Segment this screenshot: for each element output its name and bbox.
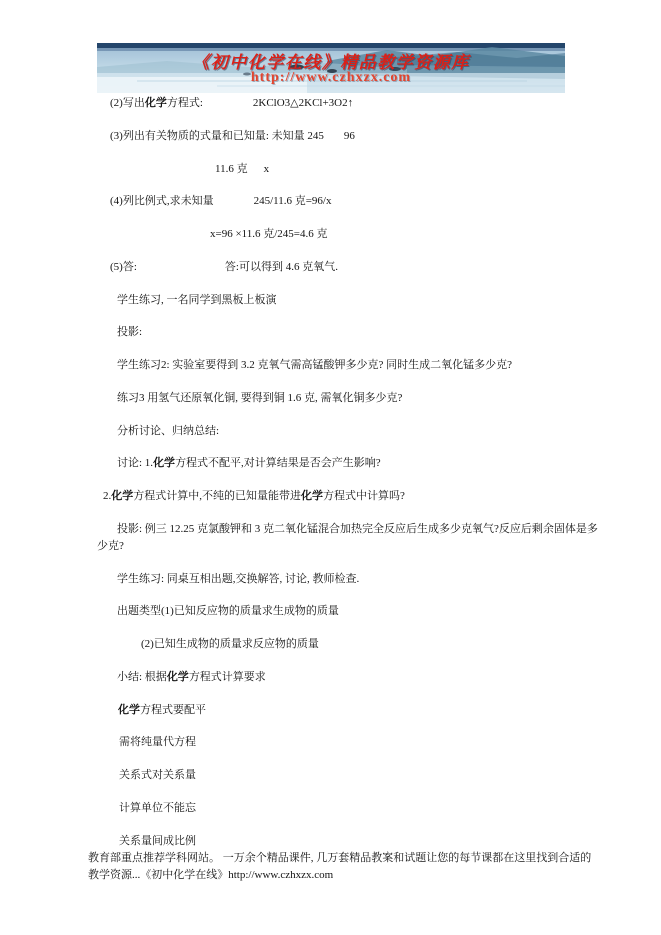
- text-segment: 96: [343, 129, 355, 142]
- rhyme1-line: [0, 702, 661, 719]
- text-segment: 教学资源...《初中化学在线》: [88, 868, 229, 881]
- text-segment: 分析讨论、归纳总结:: [117, 424, 220, 437]
- discussion2-line: [0, 488, 661, 505]
- text-segment: 计算单位不能忘: [119, 801, 196, 814]
- footer-url-link[interactable]: http://www.czhxzx.com: [228, 868, 334, 881]
- text-segment: 教育部重点推荐学科网站。 一万余个精品课件, 几万套精品教案和试题让您的每节课都在这里找到合适的: [88, 851, 592, 864]
- text-segment: 方程式不配平,对计算结果是否会产生影响?: [175, 457, 381, 470]
- text-segment: 投影: 例三 12.25 克氯酸钾和 3 克二氧化锰混合加热完全反应后生成多少克氧气?反应后剩余固体是多: [117, 522, 598, 535]
- banner-url: http://www.czhxzx.com: [250, 70, 412, 85]
- discussion1-line: [0, 455, 661, 472]
- text-segment: 少克?: [97, 539, 124, 552]
- text-segment: 化学: [118, 703, 140, 716]
- text-segment: 讨论: 1.: [117, 457, 154, 470]
- text-segment: 需将纯量代方程: [119, 736, 196, 749]
- document-body: [0, 95, 661, 899]
- text-segment: 化学: [144, 97, 167, 109]
- known-values-line: [0, 161, 661, 178]
- banner-image: [97, 43, 565, 93]
- text-segment: (3)列出有关物质的式量和已知量: 未知量 245: [110, 129, 324, 142]
- example3-wrap-line: [0, 538, 661, 555]
- step2-line: [0, 95, 661, 112]
- text-segment: 练习3 用氢气还原氧化铜, 要得到铜 1.6 克, 需氧化铜多少克?: [117, 391, 403, 404]
- question-type2-line: [0, 636, 661, 653]
- text-segment: 化学: [153, 457, 176, 470]
- summary-line: [0, 669, 661, 686]
- text-segment: 方程式中计算吗?: [323, 490, 405, 502]
- rhyme5-line: [0, 833, 661, 850]
- text-segment: 245/11.6 克=96/x: [253, 195, 332, 208]
- question-type1-line: [0, 603, 661, 620]
- text-segment: 方程式要配平: [140, 703, 206, 716]
- text-segment: (2)写出: [110, 97, 145, 109]
- text-segment: 化学: [111, 490, 134, 502]
- rhyme3-line: [0, 767, 661, 784]
- text-segment: 方程式计算要求: [188, 670, 266, 683]
- solve-line: [0, 226, 661, 243]
- text-segment: 方程式:: [166, 97, 203, 109]
- projection-line: [0, 324, 661, 341]
- rhyme2-line: [0, 734, 661, 751]
- footer-line-1: [0, 850, 661, 867]
- text-segment: x: [263, 162, 270, 175]
- practice3-line: [0, 390, 661, 407]
- text-segment: 学生练习2: 实验室要得到 3.2 克氧气需高锰酸钾多少克? 同时生成二氧化锰多少克?: [117, 359, 513, 371]
- practice2-line: [0, 357, 661, 374]
- footer-line-2: [0, 867, 661, 884]
- text-segment: 投影:: [117, 326, 143, 339]
- text-segment: 关系式对关系量: [119, 769, 196, 781]
- deskmate-practice-line: [0, 571, 661, 588]
- text-segment: 2.: [103, 490, 112, 502]
- text-segment: 小结: 根据: [117, 670, 167, 683]
- banner-title: 《初中化学在线》精品教学资源库: [192, 53, 470, 72]
- text-segment: 出题类型(1)已知反应物的质量求生成物的质量: [117, 605, 339, 618]
- text-segment: (5)答:: [110, 260, 137, 273]
- step3-line: [0, 128, 661, 145]
- student-practice-line: [0, 292, 661, 309]
- text-segment: 2KClO3△2KCl+3O2↑: [252, 97, 354, 109]
- text-segment: 11.6 克: [215, 162, 248, 175]
- analysis-line: [0, 423, 661, 440]
- text-segment: 答:可以得到 4.6 克氧气.: [224, 260, 338, 273]
- rhyme4-line: [0, 800, 661, 817]
- step5-line: [0, 259, 661, 276]
- text-segment: 学生练习: 同桌互相出题,交换解答, 讨论, 教师检查.: [117, 572, 360, 585]
- text-segment: (2)已知生成物的质量求反应物的质量: [141, 638, 319, 650]
- text-segment: 关系量间成比例: [119, 834, 196, 847]
- example3-line: [0, 521, 661, 538]
- text-segment: (4)列比例式,求未知量: [110, 195, 214, 208]
- step4-line: [0, 193, 661, 210]
- text-segment: 学生练习, 一名同学到黑板上板演: [117, 293, 277, 306]
- text-segment: 方程式计算中,不纯的已知量能带进: [133, 490, 301, 502]
- text-segment: 化学: [166, 670, 189, 683]
- text-segment: x=96 ×11.6 克/245=4.6 克: [210, 228, 328, 240]
- text-segment: 化学: [301, 490, 323, 502]
